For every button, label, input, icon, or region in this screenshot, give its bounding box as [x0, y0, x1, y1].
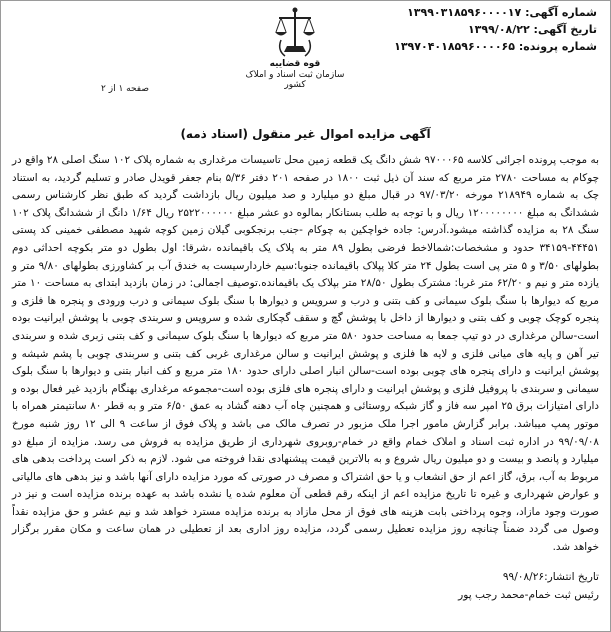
- notice-number-label: شماره آگهی:: [525, 6, 597, 19]
- notice-date-label: تاریخ آگهی:: [533, 23, 597, 36]
- notice-date-row: [387, 21, 597, 38]
- case-number-row: [387, 38, 597, 55]
- org-subtitle: سازمان ثبت اسناد و املاک کشور: [245, 70, 345, 90]
- notice-number-row: [387, 4, 597, 21]
- notice-title: آگهی مزایده اموال غیر منقول (اسناد ذمه): [180, 127, 431, 141]
- case-number: ۱۳۹۷۰۴۰۱۸۵۹۶۰۰۰۰۶۵: [394, 40, 515, 53]
- publish-date: تاریخ انتشار:۹۹/۰۸/۲۶: [502, 571, 599, 583]
- notice-body: به موجب پرونده اجرائی کلاسه ۹۷۰۰۰۶۵ شش دانگ یک قطعه زمین محل تاسیسات مرغداری به شماره پلاک ۱۰۲ سنگ اصلی ۲۸ واقع در چوکام به مساحت ۲۷۸۰ متر مربع که سند آن ذیل ثبت ۱۸۰۰ در صفحه ۲۰۱ دفتر ۵/۳۶ بنام جعفر قویدل صادر و تسلیم گردید، به استناد چک به شماره ۲۱۸۹۴۹ مورخه ۹۷/۰۳/۲۰ در قبال مبلغ دو میلیارد و صد میلیون ریال بازداشت گردید که طبق نظر کارشناس رسمی ششدانگ به مبلغ ۱۲۰۰۰۰۰۰۰۰ ریال و با توجه به طلب بستانکار بمالوه دو عشر مبلغ ۲۵۲۲۰۰۰۰۰۰ ریال ۱/۶۴ دانگ از ششدانگ پلاک ۱۰۲ سنگ ۲۸ به مزایده گذاشته میشود.آدرس: جاده خواچکین به چوکام -جنب برنجکوبی گیلان زمین کوچه شهید مصطفی خمینی کد پستی ۴۴۴۵۱-۳۴۱۵۹ حدود و مشخصات:شمالاخط فرضی بطول ۸۹ متر به پلاک یک باقیمانده ،شرقا: اول بطول دو متر بکوچه احداثی دوم بطولهای ۳/۵۰ و ۵ متر پی است بطول ۲۴ متر کلا پپلاک باقیمانده جنوبا:سیم خاردارسیست به خندق آب بر کشاورزی بطولهای ۹/۸۰ متر و یازده متر و نیم و ۶۲/۲۰ متر غربا: مشترک بطول ۲۸/۵۰ متر بپلاک یک باقیمانده.توصیف اجمالی: در زمان بازدید ابتدای به مساحت ۱۰ متر مربع که دیوارها با سنگ بلوک سیمانی و کف بتنی و درب و سرویس و دیوارها با سنگ بلوک سیمانی و درب ورودی و پنجره ها فلزی و پنجره کوچک چوبی و کف بتنی و دیوارها از داخل با پوشش گچ و سقف گچکاری شده و سرویس و سربندی چوبی با پوشش ایرانیت بوده است-سالن مرغداری در دو تیپ جمعا به مساحت حدود ۵۸۰ متر مربع که دیوارها با سنگ بلوک سیمانی و کف بتنی زبری شده و سربندی تیر آهن و پایه های میانی فلزی و لایه ها فلزی و پوشش ایرانیت و سالن مرغداری غربی کف بتنی و سربندی چوبی با پشم شیشه و پوشش ایرانیت و دارای پنجره های چوبی بوده است-سالن انبار اصلی دارای حدود ۱۸۰ متر مربع و کف انبار بتنی و دیوارها با سنگ بلوک سیمانی و سربندی با پروفیل فلزی و پوشش ایرانیت و دارای پنجره های فلزی بوده است-مجموعه مرغداری بهنگام بازدید غیر فعال بوده و دارای امتیازات برق ۲۵ امپر سه فاز و گاز شبکه روستائی و همچنین چاه آب دهنه گشاد به عمق ۶/۵۰ متر و به قطر ۸۰ سانتیمتر همراه با موتور پمپ میباشد. برابر گزارش مامور اجرا ملک مزبور در تصرف مالک می باشد و پلاک فوق از ساعت ۹ الی ۱۲ روز شنبه مورخ ۹۹/۰۹/۰۸ در اداره ثبت اسناد و املاک خمام واقع در خمام-روبروی شهرداری از طریق مزایده به فروش می رسد. مزایده از مبلغ دو میلیارد و پانصد و بیست و دو میلیون ریال شروع و به بالاترین قیمت پیشنهادی نقدا فروخته می شود. لازم به ذکر است پرداخت بدهی های مربوط به آب، برق، گاز اعم از حق انشعاب و یا حق اشتراک و مصرف در صورتی که مورد مزایده دارای آنها باشد و نیز بدهی های مالیاتی و عوارض شهرداری و غیره تا تاریخ مزایده اعم از اینکه رقم قطعی آن معلوم شده یا نشده باشد به عهده برنده مزایده است و نیز در صورت وجود مازاد، وجوه پرداختی بابت هزینه های فوق از محل مازاد به برنده مزایده مسترد خواهد شد و نیم عشر و حق مزایده نقداً وصول می گردد ضمناً چنانچه روز مزایده تعطیل رسمی گردد، مزایده روز اداری بعد از تعطیلی در همان ساعت و مکان مقرر برگزار خواهد شد.: [12, 154, 600, 554]
- notice-date: ۱۳۹۹/۰۸/۲۲: [467, 23, 530, 36]
- page-number: صفحه ۱ از ۲: [101, 84, 149, 94]
- notice-footer: [199, 568, 599, 604]
- org-name: قوه قضاییه: [269, 59, 321, 69]
- notice-number: ۱۳۹۹۰۳۱۸۵۹۶۰۰۰۰۱۷: [407, 6, 522, 19]
- scales-of-justice-icon: [273, 6, 317, 58]
- signature: رئیس ثبت خمام-محمد رجب پور: [458, 589, 599, 601]
- case-number-label: شماره پرونده:: [518, 40, 597, 53]
- notice-meta: [387, 4, 597, 55]
- judiciary-emblem: [240, 6, 350, 92]
